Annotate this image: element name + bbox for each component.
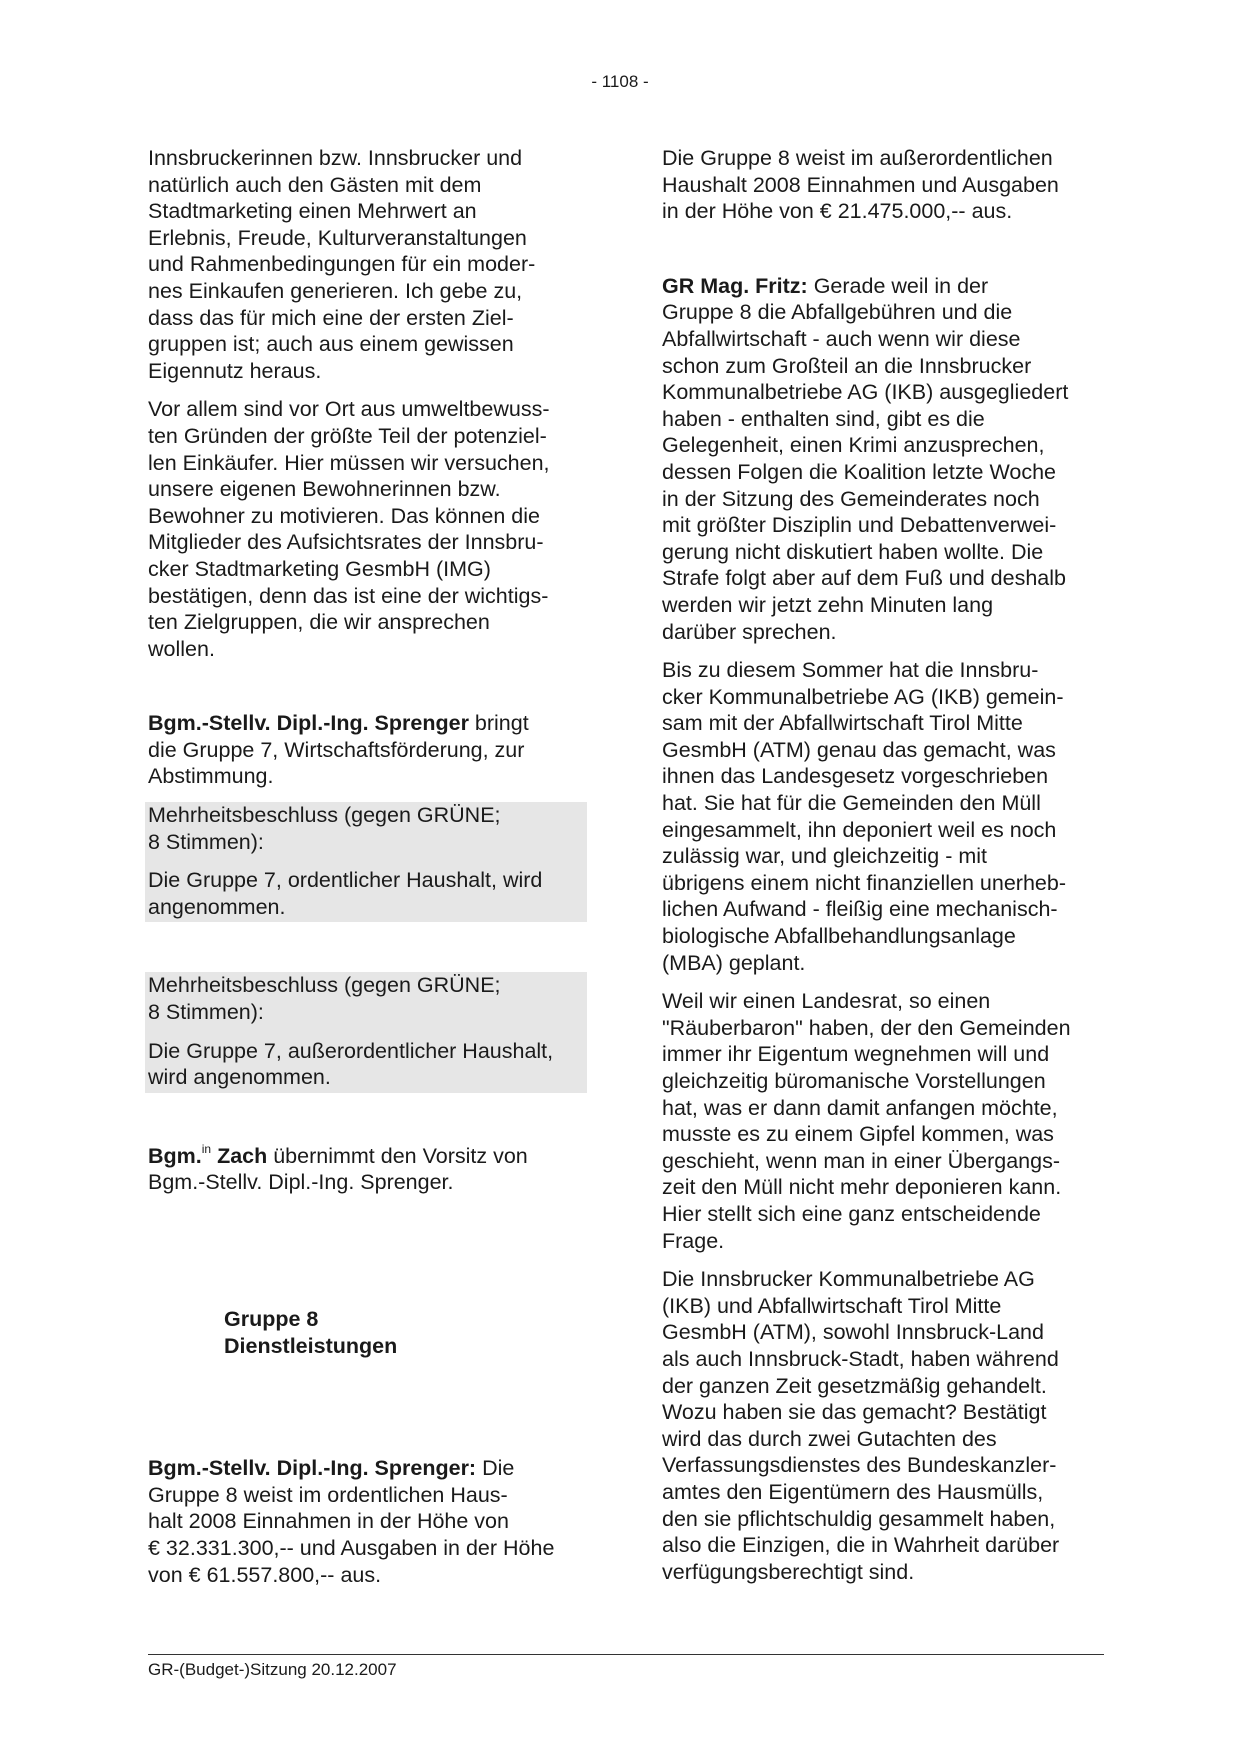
resolution-box xyxy=(145,972,587,1092)
speaker-name: Bgm.-Stellv. Dipl.-Ing. Sprenger: xyxy=(148,1456,477,1481)
resolution-text: Die Gruppe 7, ordentlicher Haushalt, wird angenommen. xyxy=(148,868,543,919)
resolution-type: Mehrheitsbeschluss (gegen GRÜNE; 8 Stimmen): xyxy=(148,803,501,854)
speaker-text: bringt die Gruppe 7, Wirtschaftsförderung, zur Abstimmung. xyxy=(148,711,529,789)
right-column xyxy=(662,145,1104,1585)
chair-change xyxy=(148,1143,590,1196)
vote-introduction xyxy=(148,710,590,790)
paragraph: Die Gruppe 8 weist im außerordentlichen Haushalt 2008 Einnahmen und Ausgaben in der Höhe von € 21.475.000,-- aus. xyxy=(662,146,1059,224)
resolution-type: Mehrheitsbeschluss (gegen GRÜNE; 8 Stimmen): xyxy=(148,973,501,1025)
speaker-text: Die Gruppe 8 weist im ordentlichen Haus- halt 2008 Einnahmen in der Höhe von € 32.331.300,-- und Ausgaben in der Höhe von € 61.557.800,-- aus. xyxy=(148,1456,555,1587)
speaker-name: Bgm.-Stellv. Dipl.-Ing. Sprenger xyxy=(148,711,469,736)
speaker-name: GR Mag. Fritz: xyxy=(662,273,808,298)
resolution-text: Die Gruppe 7, außerordentlicher Haushalt, wird angenommen. xyxy=(148,1038,554,1090)
section-heading xyxy=(148,1306,590,1359)
paragraph: Die Innsbrucker Kommunalbetriebe AG (IKB) und Abfallwirtschaft Tirol Mitte GesmbH (ATM), sowohl Innsbruck-Land als auch Innsbruck-Stadt, haben während der ganzen Zeit gesetzmäßig gehandelt. Wozu haben sie das gemacht? Bestätigt wird das durch zwei Gutachten des Verfassungsdienstes des Bundeskanzler- amtes den Eigentümern des Hausmülls, den sie pflichtschuldig gesammelt haben, also die Einzigen, die in Wahrheit darüber verfügungsberechtigt sind. xyxy=(662,1267,1060,1584)
heading-group: Gruppe 8 xyxy=(224,1307,319,1331)
chair-title-superscript: in xyxy=(201,1141,212,1156)
page-number: - 1108 - xyxy=(591,72,649,91)
speech xyxy=(662,273,1104,645)
chair-text: übernimmt den Vorsitz von Bgm.-Stellv. Dipl.-Ing. Sprenger. xyxy=(148,1143,528,1195)
heading-title: Dienstleistungen xyxy=(224,1333,398,1358)
paragraph: Bis zu diesem Sommer hat die Innsbru- cker Kommunalbetriebe AG (IKB) gemein- sam mit der Abfallwirtschaft Tirol Mitte GesmbH (ATM) genau das gemacht, was ihnen das Landesgesetz vorgeschrieben hat. Sie hat für die Gemeinden den Müll eingesammelt, ihn deponiert weil es noch zulässig war, und gleichzeitig - mit übrigens einem nicht finanziellen unerheb- lichen Aufwand - fleißig eine mechanisch- biologische Abfallbehandlungsanlage (MBA) geplant. xyxy=(662,658,1066,975)
speech xyxy=(148,1455,590,1588)
footer-divider xyxy=(148,1654,1104,1655)
paragraph: Weil wir einen Landesrat, so einen "Räuberbaron" haben, der den Gemeinden immer ihr Eigentum wegnehmen will und gleichzeitig büromanische Vorstellungen hat, was er dann damit anfangen möchte, musste es zu einem Gipfel kommen, was geschieht, wenn man in einer Übergangs- zeit den Müll nicht mehr deponieren kann. Hier stellt sich eine ganz entscheidende Frage. xyxy=(662,989,1071,1253)
chair-title: Bgm. xyxy=(148,1143,202,1168)
paragraph: Vor allem sind vor Ort aus umweltbewuss- ten Gründen der größte Teil der potenziel- len Einkäufer. Hier müssen wir versuchen, unsere eigenen Bewohnerinnen bzw. Bewohner zu motivieren. Das können die Mitglieder des Aufsichtsrates der Innsbru- cker Stadtmarketing GesmbH (IMG) bestätigen, denn das ist eine der wichtigs- ten Zielgruppen, die wir ansprechen wollen. xyxy=(148,397,550,661)
resolution-box xyxy=(145,802,587,922)
speaker-text: Gerade weil in der Gruppe 8 die Abfallgebühren und die Abfallwirtschaft - auch wenn wir diese schon zum Großteil an die Innsbrucker Kommunalbetriebe AG (IKB) ausgegliedert haben - enthalten sind, gibt es die Gelegenheit, einen Krimi anzusprechen, dessen Folgen die Koalition letzte Woche in der Sitzung des Gemeinderates noch mit größter Disziplin und Debattenverwei- gerung nicht diskutiert haben wollte. Die Strafe folgt aber auf dem Fuß und deshalb werden wir jetzt zehn Minuten lang darüber sprechen. xyxy=(662,273,1069,644)
paragraph: Innsbruckerinnen bzw. Innsbrucker und natürlich auch den Gästen mit dem Stadtmarketing einen Mehrwert an Erlebnis, Freude, Kulturveranstaltungen und Rahmenbedingungen für ein moder- nes Einkaufen generieren. Ich gebe zu, dass das für mich eine der ersten Ziel- gruppen ist; auch aus einem gewissen Eigennutz heraus. xyxy=(148,146,536,383)
chair-name: Zach xyxy=(211,1143,268,1168)
footer-text: GR-(Budget-)Sitzung 20.12.2007 xyxy=(148,1660,397,1679)
left-column xyxy=(148,145,590,1600)
